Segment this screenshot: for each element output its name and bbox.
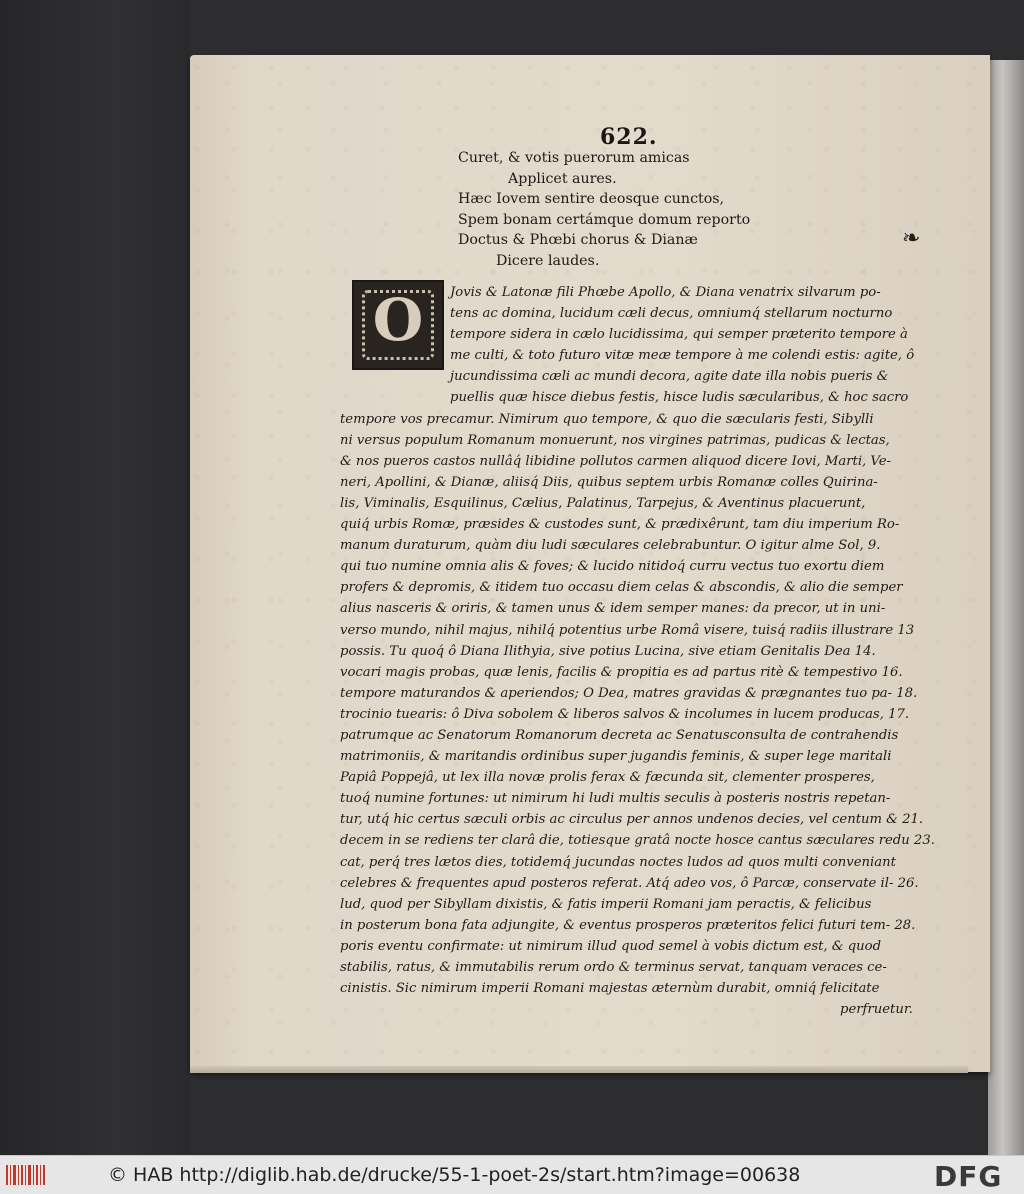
text-line: celebres & frequentes apud posteros referat. Atq́ adeo vos, ô Parcæ, conservate il- 26. xyxy=(340,875,919,891)
text-line: jucundissima cæli ac mundi decora, agite date illa nobis pueris & xyxy=(450,369,889,385)
page-number: 622. xyxy=(600,124,658,150)
text-line: & nos pueros castos nullâq́ libidine pollutos carmen aliquod dicere Iovi, Marti, Ve- xyxy=(340,453,891,469)
verse-line: Applicet aures. xyxy=(508,170,617,187)
verse-line: Doctus & Phœbi chorus & Dianæ xyxy=(458,232,698,248)
flourish-ornament-icon: ❧ xyxy=(902,226,921,251)
text-line: tur, utq́ hic certus sæculi orbis ac circulus per annos undenos decies, vel centum & 21. xyxy=(340,812,924,828)
text-line: quiq́ urbis Romæ, præsides & custodes sunt, & prædixêrunt, tam diu imperium Ro- xyxy=(340,517,900,533)
text-line: tempore sidera in cælo lucidissima, qui semper præterito tempore à xyxy=(450,327,908,343)
barcode-icon xyxy=(6,1163,46,1187)
text-line: Papiâ Poppejâ, ut lex illa novæ prolis ferax & fæcunda sit, clementer prosperes, xyxy=(340,770,875,786)
commentary-paragraph xyxy=(340,282,935,1020)
text-line: tempore maturandos & aperiendos; O Dea, matres gravidas & prægnantes tuo pa- 18. xyxy=(340,685,918,701)
text-line: trocinio tuearis: ô Diva sobolem & liberos salvos & incolumes in lucem producas, 17. xyxy=(340,706,910,722)
text-line: possis. Tu quoq́ ô Diana Ilithyia, sive potius Lucina, sive etiam Genitalis Dea 14. xyxy=(340,643,876,659)
dfg-logo: DFG xyxy=(934,1160,1003,1193)
text-line: perfruetur. xyxy=(840,1002,913,1018)
text-line: decem in se rediens ter clarâ die, totiesque gratâ nocte hosce cantus sæculares redu 23. xyxy=(340,833,935,849)
verse-line: Spem bonam certámque domum reporto xyxy=(458,211,751,228)
footer-bar xyxy=(0,1155,1024,1194)
text-line: matrimoniis, & maritandis ordinibus super jugandis feminis, & super lege maritali xyxy=(340,749,892,765)
text-line: patrumque ac Senatorum Romanorum decreta ac Senatusconsulta de contrahendis xyxy=(340,727,899,743)
text-line: manum duraturum, quàm diu ludi sæculares celebrabuntur. O igitur alme Sol, 9. xyxy=(340,538,881,554)
page-bottom-edge xyxy=(190,1066,968,1073)
text-line: ni versus populum Romanum monuerunt, nos virgines patrimas, pudicas & lectas, xyxy=(340,432,890,448)
copyright-url[interactable]: © HAB http://diglib.hab.de/drucke/55-1-poet-2s/start.htm?image=00638 xyxy=(108,1164,801,1186)
text-line: tens ac domina, lucidum cæli decus, omniumq́ stellarum nocturno xyxy=(450,306,893,322)
text-line: in posterum bona fata adjungite, & eventus prosperos præteritos felici futuri tem- 28. xyxy=(340,917,916,933)
text-line: stabilis, ratus, & immutabilis rerum ordo & terminus servat, tanquam veraces ce- xyxy=(340,960,887,975)
scan-left-margin xyxy=(0,0,190,1155)
text-line: vocari magis probas, quæ lenis, facilis & propitia es ad partus ritè & tempestivo 16. xyxy=(340,664,903,680)
next-page-edge xyxy=(988,60,1024,1155)
text-line: profers & depromis, & itidem tuo occasu diem celas & abscondis, & alio die semper xyxy=(340,580,903,596)
text-line: alius nasceris & oriris, & tamen unus & idem semper manes: da precor, ut in uni- xyxy=(340,601,886,617)
text-line: neri, Apollini, & Dianæ, aliisq́ Diis, quibus septem urbis Romanæ colles Quirina- xyxy=(340,474,878,490)
text-line: Jovis & Latonæ fili Phœbe Apollo, & Diana venatrix silvarum po- xyxy=(450,285,881,300)
text-line: me culti, & toto futuro vitæ meæ tempore à me colendi estis: agite, ô xyxy=(450,348,915,364)
text-line: cinistis. Sic nimirum imperii Romani majestas æternùm durabit, omniq́ felicitate xyxy=(340,981,880,997)
text-line: qui tuo numine omnia alis & foves; & lucido nitidoq́ curru vectus tuo exortu diem xyxy=(340,559,885,575)
text-line: puellis quæ hisce diebus festis, hisce ludis sæcularibus, & hoc sacro xyxy=(450,390,909,406)
text-line: tempore vos precamur. Nimirum quo tempore, & quo die sæcularis festi, Sibylli xyxy=(340,411,874,427)
text-line: lud, quod per Sibyllam dixistis, & fatis imperii Romani jam peractis, & felicibus xyxy=(340,896,872,912)
verse-line: Dicere laudes. xyxy=(496,252,600,269)
verse-stanza xyxy=(458,148,798,271)
initial-letter: O xyxy=(372,286,424,354)
text-line: poris eventu confirmate: ut nimirum illud quod semel à vobis dictum est, & quod xyxy=(340,938,882,954)
text-line: lis, Viminalis, Esquilinus, Cælius, Palatinus, Tarpejus, & Aventinus placuerunt, xyxy=(340,495,866,511)
verse-line: Curet, & votis puerorum amicas xyxy=(458,150,690,166)
text-line: tuoq́ numine fortunes: ut nimirum hi ludi multis seculis à posteris nostris repetan- xyxy=(340,791,891,807)
text-line: verso mundo, nihil majus, nihilq́ potentius urbe Româ visere, tuisq́ radiis illustrare 13 xyxy=(340,622,915,638)
text-line: cat, perq́ tres lætos dies, totidemq́ jucundas noctes ludos ad quos multi conveniant xyxy=(340,854,896,870)
verse-line: Hæc Iovem sentire deosque cunctos, xyxy=(458,191,725,207)
